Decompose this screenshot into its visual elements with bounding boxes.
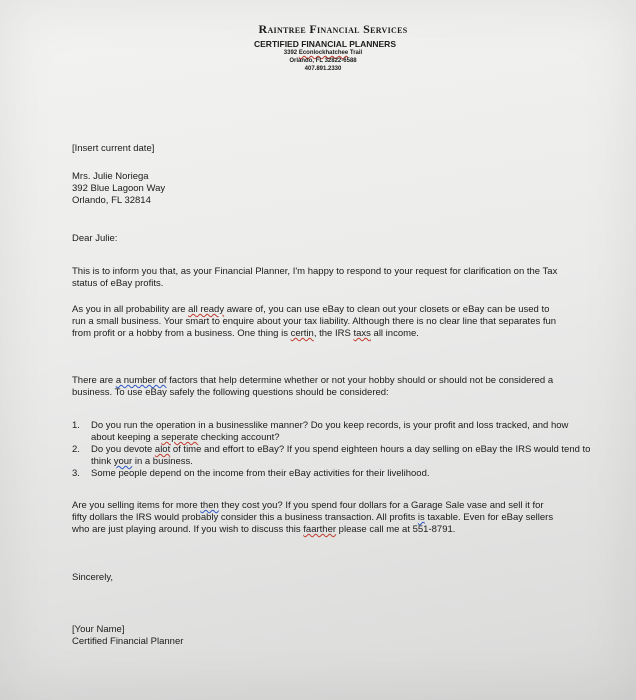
list-misspelling-alot: alot <box>154 444 171 455</box>
p4-misspelling-faarther: faarther <box>303 524 337 535</box>
p4-grammar-is: is <box>417 512 425 523</box>
firm-subtitle-text: CERTIFIED FINANCIAL PLANNERS <box>254 39 396 49</box>
signature-title: Certified Financial Planner <box>72 636 184 647</box>
street-name: Econlockhatchee <box>298 50 349 56</box>
street-suffix: Trail <box>349 50 363 56</box>
date-placeholder: [Insert current date] <box>72 143 155 154</box>
recipient-city: Orlando, FL 32814 <box>72 195 151 206</box>
list-item <box>72 468 592 480</box>
salutation: Dear Julie: <box>72 233 118 244</box>
list-misspelling-seperate: seperate <box>161 432 199 443</box>
list-text: Some people depend on the income from their eBay activities for their livelihood. <box>91 468 430 479</box>
list-grammar-your: your <box>113 456 133 467</box>
p4-text-c: they cost you? If you spend four dollars for a Garage Sale vase and sell it for fifty dollars the IRS would probably consider this a business transaction. All profits <box>72 500 544 523</box>
p2-misspelling-taxs: taxs <box>353 328 371 339</box>
recipient-name: Mrs. Julie Noriega <box>72 171 149 182</box>
list-text: in a business. <box>132 456 193 467</box>
paragraph-1: This is to inform you that, as your Financial Planner, I'm happy to respond to your request for clarification on the Tax status of eBay profits. <box>72 266 558 289</box>
firm-city: Orlando, FL 32822-6588 <box>289 58 357 64</box>
firm-name: Raintree Financial Services <box>258 22 408 36</box>
list-number: 3. <box>72 468 80 479</box>
p2-misspelling-certin: certin <box>290 328 314 339</box>
p4-text-a: Are you selling items for more <box>72 500 201 511</box>
recipient-address <box>72 171 572 207</box>
p2-text-e: , the IRS <box>313 328 354 339</box>
list-text: checking account? <box>198 432 280 443</box>
recipient-street: 392 Blue Lagoon Way <box>72 183 166 194</box>
paragraph-2 <box>72 304 564 340</box>
p3-text-c: factors that help determine whether or not your hobby should or should not be considered a business. To use eBay safely the following questions should be considered: <box>72 375 554 398</box>
paragraph-4 <box>72 500 557 536</box>
list-item <box>72 420 592 444</box>
firm-street <box>10 49 636 57</box>
p4-text-e: taxable. Even for eBay sellers who are just playing around. If you wish to discuss this <box>72 512 554 535</box>
list-text: Do you devote <box>91 444 155 455</box>
list-number: 1. <box>72 420 80 431</box>
firm-phone: 407.891.2330 <box>304 66 342 72</box>
p2-misspelling-all-ready: all ready <box>188 304 225 315</box>
list-number: 2. <box>72 444 80 455</box>
signature-block <box>72 624 572 648</box>
considerations-list <box>72 420 592 480</box>
closing: Sincerely, <box>72 572 114 583</box>
p2-text-c: aware of, you can use eBay to clean out your closets or eBay can be used to run a small business. Your smart to enquire about your tax liability. Although there is no clear line that separates fun from profit or a hobby from a business. One thing is <box>72 304 557 339</box>
p4-text-g: please call me at 551-8791. <box>336 524 456 535</box>
street-number: 3392 <box>283 50 298 56</box>
p2-text-g: all income. <box>370 328 419 339</box>
p3-grammar-a-number-of: a number of <box>115 375 167 386</box>
p2-text-a: As you in all probability are <box>72 304 189 315</box>
p3-text-a: There are <box>72 375 116 386</box>
paragraph-3 <box>72 375 567 399</box>
firm-subtitle <box>14 39 636 49</box>
list-item <box>72 444 592 468</box>
letterhead <box>0 22 636 73</box>
list-text: of time and effort to eBay? If you spend eighteen hours a day selling on eBay the IRS would tend to think <box>91 444 591 467</box>
signature-name-placeholder: [Your Name] <box>72 624 125 635</box>
list-text: Do you run the operation in a businesslike manner? Do you keep records, is your profit and loss tracked, and how about keeping a <box>91 420 569 443</box>
p4-grammar-then: then <box>200 500 219 511</box>
